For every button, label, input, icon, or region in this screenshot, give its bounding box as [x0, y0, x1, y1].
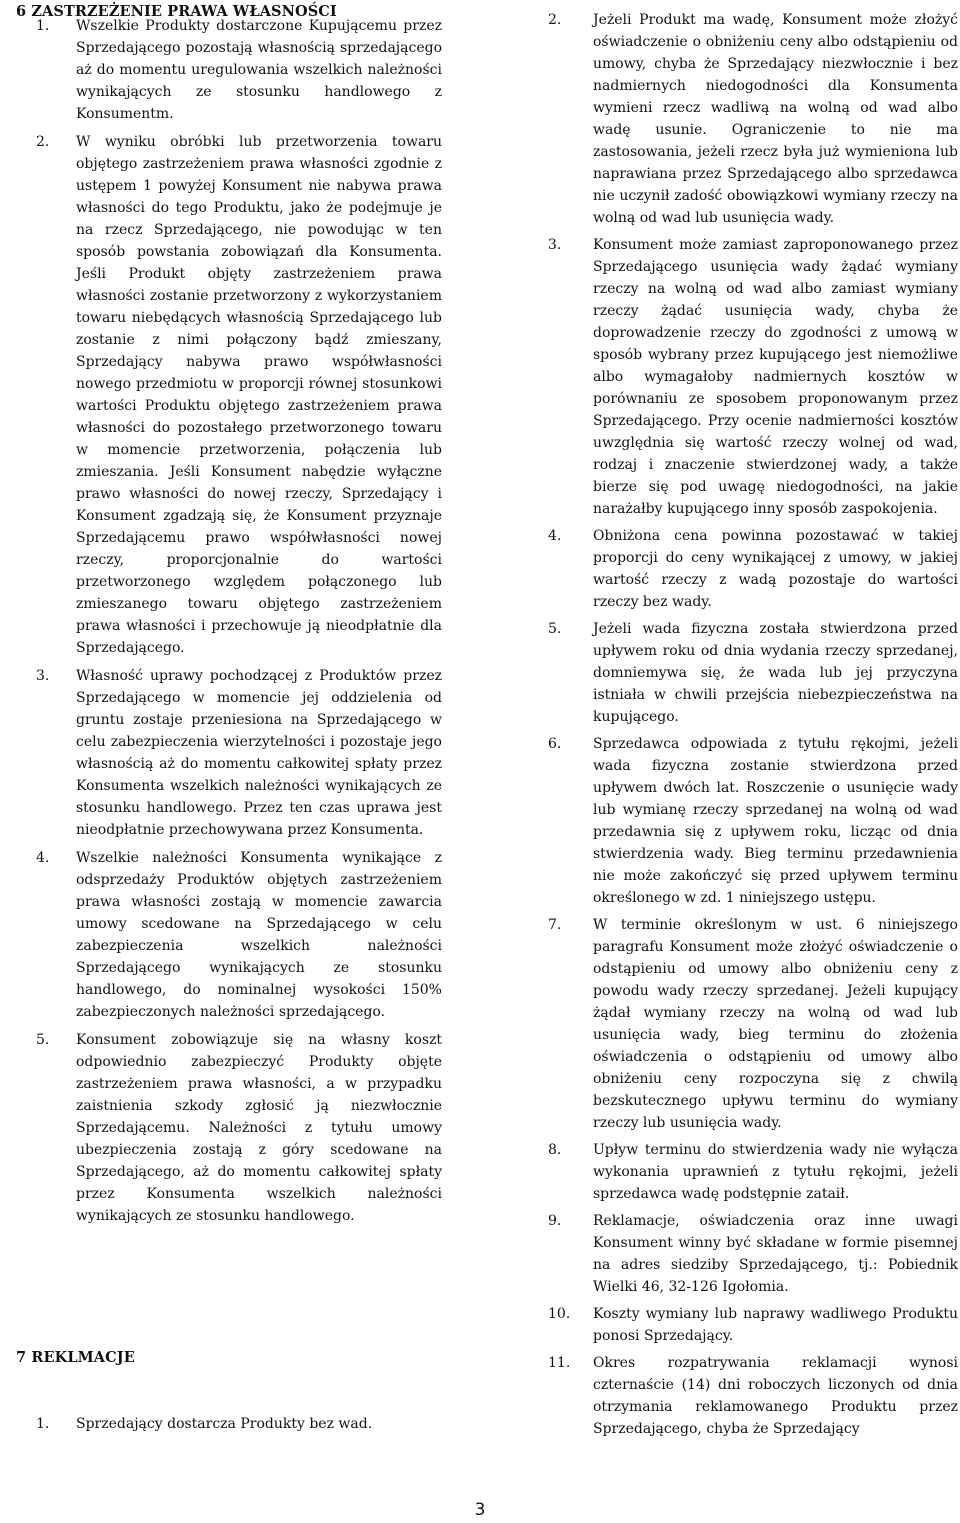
item-text: W wyniku obróbki lub przetworzenia towaru objętego zastrzeżeniem prawa własności zgodnie z ustępem 1 powyżej Konsument nie nabywa prawa własności do tego Produktu, jako że podejmuje je na rzecz Sprzedającego, nie powodując w ten sposób powstania zobowiązań dla Konsumenta. Jeśli Produkt objęty zastrzeżeniem prawa własności zostanie przetworzony z wykorzystaniem towaru niebędących własnością Sprzedającego lub zostanie z nimi połączony bądź zmieszany, Sprzedający nabywa prawo współwłasności nowego przedmiotu w proporcji równej stosunkowi wartości Produktu objętego zastrzeżeniem prawa własności do pozostałego przetworzonego towaru w momencie przetworzenia, połączenia lub zmieszania. Jeśli Konsument nabędzie wyłączne prawo własności do nowej rzeczy, Sprzedający i Konsument zgadzają się, że Konsument przyznaje Sprzedającemu prawo współwłasności nowej rzeczy, proporcjonalnie do wartości przetworzonego względem połączonego lub zmieszanego towaru objętego zastrzeżeniem prawa własności i przechowuje ją nieodpłatnie dla Sprzedającego.	[76, 134, 442, 656]
item-number: 4.	[548, 528, 562, 544]
item-number: 2.	[36, 134, 50, 150]
item-number: 4.	[36, 850, 50, 866]
section-7-list-right	[548, 9, 958, 1445]
item-number: 1.	[36, 1416, 50, 1432]
item-number: 5.	[548, 621, 562, 637]
item-text: Sprzedający dostarcza Produkty bez wad.	[76, 1416, 373, 1432]
section-6-item	[16, 131, 442, 659]
section-6-item	[16, 665, 442, 841]
section-6-list	[16, 15, 442, 1233]
item-text: Reklamacje, oświadczenia oraz inne uwagi Konsument winny być składane w formie pisemnej na adres siedziby Sprzedającego, tj.: Pobiednik Wielki 46, 32-126 Igołomia.	[593, 1213, 958, 1295]
item-number: 3.	[548, 237, 562, 253]
item-text: Wszelkie należności Konsumenta wynikające z odsprzedaży Produktów objętych zastrzeżeniem prawa własności zostają w momencie zawarcia umowy scedowane na Sprzedającego w celu zabezpieczenia wszelkich należności Sprzedającego wynikających ze stosunku handlowego, do nominalnej wysokości 150% zabezpieczonych należności sprzedającego.	[76, 850, 442, 1020]
page-number: 3	[474, 1500, 486, 1520]
item-number: 5.	[36, 1032, 50, 1048]
item-number: 6.	[548, 736, 562, 752]
item-text: Upływ terminu do stwierdzenia wady nie wyłącza wykonania uprawnień z tytułu rękojmi, jeżeli sprzedawca wadę podstępnie zataił.	[593, 1142, 958, 1202]
item-text: Obniżona cena powinna pozostawać w takiej proporcji do ceny wynikającej z umowy, w jakiej wartość rzeczy z wadą pozostaje do wartości rzeczy bez wady.	[593, 528, 958, 610]
item-number: 3.	[36, 668, 50, 684]
section-7-item	[548, 1210, 958, 1298]
section-7-item	[548, 1303, 958, 1347]
item-number: 2.	[548, 12, 562, 28]
item-number: 9.	[548, 1213, 562, 1229]
item-text: Jeżeli wada fizyczna została stwierdzona przed upływem roku od dnia wydania rzeczy sprzedanej, domniemywa się, że wada lub jej przyczyna istniała w chwili przejścia niebezpieczeństwa na kupującego.	[593, 621, 958, 725]
section-6-heading: 6 ZASTRZEŻENIE PRAWA WŁASNOŚCI	[16, 3, 337, 20]
section-7-item	[16, 1413, 442, 1435]
section-7-item	[548, 618, 958, 728]
section-6-item	[16, 15, 442, 125]
item-number: 1.	[36, 18, 50, 34]
section-6-item	[16, 847, 442, 1023]
section-7-item	[548, 1139, 958, 1205]
item-text: Koszty wymiany lub naprawy wadliwego Produktu ponosi Sprzedający.	[593, 1306, 958, 1344]
item-text: Okres rozpatrywania reklamacji wynosi czternaście (14) dni roboczych liczonych od dnia otrzymania reklamowanego Produktu przez Sprzedającego, chyba że Sprzedający	[593, 1355, 958, 1437]
section-7-heading: 7 REKLMACJE	[16, 1349, 135, 1366]
item-text: Jeżeli Produkt ma wadę, Konsument może złożyć oświadczenie o obniżeniu ceny albo odstąpieniu od umowy, chyba że Sprzedający niezwłocznie i bez nadmiernych niedogodności dla Konsumenta wymieni rzecz wadliwą na wolną od wad albo wadę usunie. Ograniczenie to nie ma zastosowania, jeżeli rzecz była już wymieniona lub naprawiana przez Sprzedającego albo sprzedawca nie uczynił zadość obowiązkowi wymiany rzeczy na wolną od wad lub usunięcia wady.	[593, 12, 958, 226]
item-text: W terminie określonym w ust. 6 niniejszego paragrafu Konsument może złożyć oświadczenie o odstąpieniu od umowy albo obniżeniu ceny z powodu wady rzeczy sprzedanej. Jeżeli kupujący żądał wymiany rzeczy na wolną od wad lub usunięcia wady, bieg terminu do złożenia oświadczenia o odstąpieniu od umowy albo obniżeniu ceny rozpoczyna się z chwilą bezskutecznego upływu terminu do wymiany rzeczy lub usunięcia wady.	[593, 917, 958, 1131]
item-number: 11.	[548, 1355, 571, 1371]
section-7-item	[548, 9, 958, 229]
section-7-item	[548, 525, 958, 613]
section-6-item	[16, 1029, 442, 1227]
section-7-item	[548, 1352, 958, 1440]
section-7-item	[548, 234, 958, 520]
item-number: 10.	[548, 1306, 571, 1322]
item-text: Sprzedawca odpowiada z tytułu rękojmi, jeżeli wada fizyczna zostanie stwierdzona przed upływem dwóch lat. Roszczenie o usunięcie wady lub wymianę rzeczy sprzedanej na wolną od wad przedawnia się z upływem roku, licząc od dnia stwierdzenia wady. Bieg terminu przedawnienia nie może zakończyć się przed upływem terminu określonego w zd. 1 niniejszego ustępu.	[593, 736, 958, 906]
section-7-list-left	[16, 1413, 442, 1435]
section-7-item	[548, 733, 958, 909]
section-7-item	[548, 914, 958, 1134]
item-text: Konsument zobowiązuje się na własny koszt odpowiednio zabezpieczyć Produkty objęte zastrzeżeniem prawa własności, a w przypadku zaistnienia szkody zgłosić ją niezwłocznie Sprzedającemu. Należności z tytułu umowy ubezpieczenia zostają z góry scedowane na Sprzedającego, aż do momentu całkowitej spłaty przez Konsumenta wszelkich należności wynikających ze stosunku handlowego.	[76, 1032, 442, 1224]
item-text: Wszelkie Produkty dostarczone Kupującemu przez Sprzedającego pozostają własnością sprzedającego aż do momentu uregulowania wszelkich należności wynikających ze stosunku handlowego z Konsumentm.	[76, 18, 442, 122]
item-number: 8.	[548, 1142, 562, 1158]
item-number: 7.	[548, 917, 562, 933]
item-text: Własność uprawy pochodzącej z Produktów przez Sprzedającego w momencie jej oddzielenia od gruntu zostaje przeniesiona na Sprzedającego w celu zabezpieczenia wierzytelności i pozostaje jego własnością aż do momentu całkowitej spłaty przez Konsumenta wszelkich należności wynikających ze stosunku handlowego. Przez ten czas uprawa jest nieodpłatnie przechowywana przez Konsumenta.	[76, 668, 442, 838]
item-text: Konsument może zamiast zaproponowanego przez Sprzedającego usunięcia wady żądać wymiany rzeczy na wolną od wad albo zamiast wymiany rzeczy żądać usunięcia wady, chyba że doprowadzenie rzeczy do zgodności z umową w sposób wybrany przez kupującego jest niemożliwe albo wymagałoby nadmiernych kosztów w porównaniu ze sposobem proponowanym przez Sprzedającego. Przy ocenie nadmierności kosztów uwzględnia się wartość rzeczy wolnej od wad, rodzaj i znaczenie stwierdzonej wady, a także bierze się pod uwagę niedogodności, na jakie narażałby kupującego inny sposób zaspokojenia.	[593, 237, 958, 517]
